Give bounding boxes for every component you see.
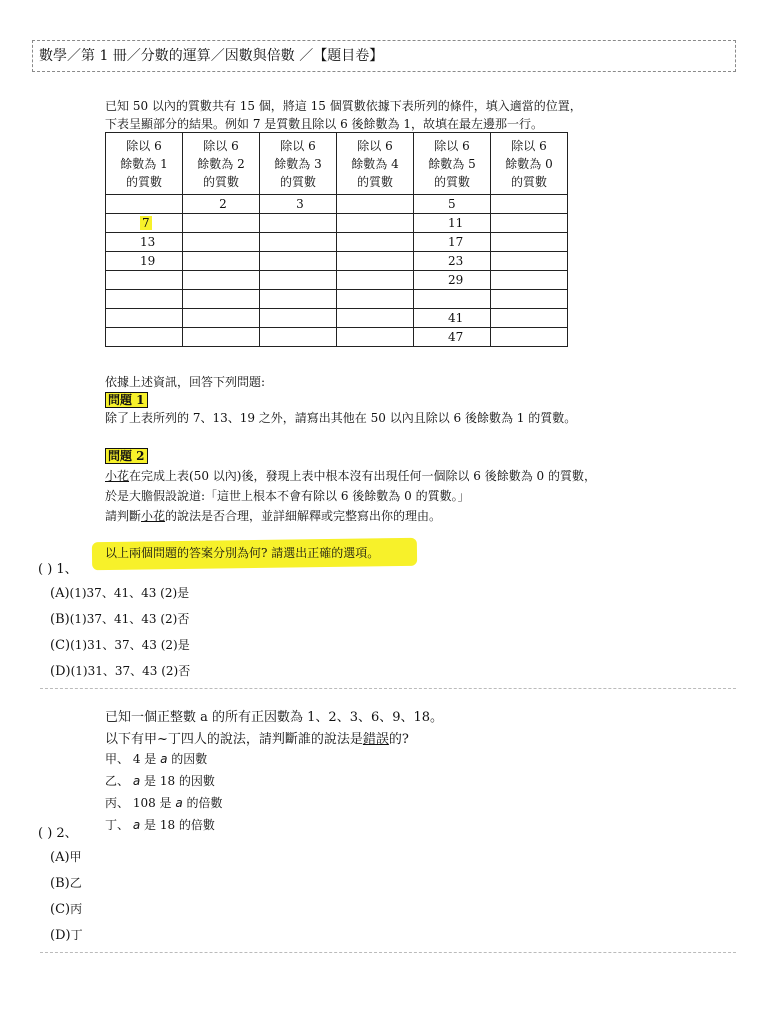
table-cell [337, 214, 414, 233]
table-cell: 2 [183, 195, 260, 214]
table-header-row [106, 133, 568, 195]
table-cell [337, 252, 414, 271]
table-cell: 3 [260, 195, 337, 214]
table-cell [337, 309, 414, 328]
table-cell [337, 290, 414, 309]
question-part-1-label [105, 390, 148, 410]
question-part-1-badge: 問題 1 [105, 392, 148, 408]
table-cell [183, 252, 260, 271]
table-cell: 17 [414, 233, 491, 252]
page-header [32, 40, 736, 72]
header-cell-r5: 除以 6 餘數為 5 的質數 [414, 133, 491, 195]
question-1-number: ( ) 1、 [38, 562, 78, 577]
table-cell [260, 271, 337, 290]
table-cell: 47 [414, 328, 491, 347]
table-cell [337, 195, 414, 214]
q1-option-c[interactable]: (C)(1)31、37、43 (2)是 [50, 638, 190, 653]
table-cell [183, 309, 260, 328]
table-cell [183, 233, 260, 252]
header-cell-r0: 除以 6 餘數為 0 的質數 [491, 133, 568, 195]
question-part-2-label [105, 446, 148, 466]
table-cell [491, 309, 568, 328]
table-cell [491, 233, 568, 252]
intro-line-1: 已知 50 以內的質數共有 15 個，將這 15 個質數依據下表所列的條件，填入適當的位置， [105, 99, 582, 113]
table-row [106, 252, 568, 271]
q2-option-b[interactable]: (B)乙 [50, 876, 82, 891]
table-cell [183, 328, 260, 347]
header-cell-r3: 除以 6 餘數為 3 的質數 [260, 133, 337, 195]
table-cell: 23 [414, 252, 491, 271]
q2-option-c[interactable]: (C)丙 [50, 902, 83, 917]
table-row [106, 214, 568, 233]
table-cell [183, 214, 260, 233]
statement-bing: 丙、 108 是 a 的倍數 [105, 796, 223, 810]
question-part-2-line-3: 請判斷小花的說法是否合理，並詳細解釋或完整寫出你的理由。 [105, 509, 442, 523]
table-row [106, 271, 568, 290]
table-cell [491, 290, 568, 309]
question-part-2-line-2: 於是大膽假設說道:「這世上根本不會有除以 6 後餘數為 0 的質數。」 [105, 489, 470, 503]
table-cell: 19 [106, 252, 183, 271]
table-cell [260, 252, 337, 271]
q2-option-d[interactable]: (D)丁 [50, 928, 83, 943]
table-cell [260, 309, 337, 328]
table-cell [491, 271, 568, 290]
table-cell [183, 271, 260, 290]
table-cell [106, 309, 183, 328]
q2-option-a[interactable]: (A)甲 [50, 850, 82, 865]
question-2-line-2: 以下有甲~丁四人的說法，請判斷誰的說法是錯誤的? [105, 732, 409, 747]
statement-ding: 丁、 a 是 18 的倍數 [105, 818, 215, 832]
question-part-1-text: 除了上表所列的 7、13、19 之外，請寫出其他在 50 以內且除以 6 後餘數為 1 的質數。 [105, 411, 577, 425]
statement-yi: 乙、 a 是 18 的因數 [105, 774, 215, 788]
table-cell: 13 [106, 233, 183, 252]
q1-option-b[interactable]: (B)(1)37、41、43 (2)否 [50, 612, 190, 627]
prime-table [105, 132, 568, 347]
intro-line-2: 下表呈顯部分的結果。例如 7 是質數且除以 6 後餘數為 1，故填在最左邊那一行。 [105, 117, 543, 131]
header-cell-r1: 除以 6 餘數為 1 的質數 [106, 133, 183, 195]
table-cell [106, 271, 183, 290]
table-cell: 29 [414, 271, 491, 290]
table-cell [491, 214, 568, 233]
table-cell [106, 195, 183, 214]
table-cell [106, 290, 183, 309]
table-cell [337, 328, 414, 347]
table-cell [337, 233, 414, 252]
question-divider [40, 688, 736, 689]
header-cell-r2: 除以 6 餘數為 2 的質數 [183, 133, 260, 195]
question-1-instruction: 以上兩個問題的答案分別為何? 請選出正確的選項。 [105, 546, 380, 560]
statement-jia: 甲、 4 是 a 的因數 [105, 752, 208, 766]
prompt-text: 依據上述資訊，回答下列問題: [105, 375, 266, 389]
page-bottom-divider [40, 952, 736, 953]
table-cell [260, 328, 337, 347]
table-cell [183, 290, 260, 309]
table-cell: 5 [414, 195, 491, 214]
table-cell [260, 233, 337, 252]
table-cell [491, 252, 568, 271]
question-2-number: ( ) 2、 [38, 826, 78, 841]
table-cell [491, 195, 568, 214]
question-part-2-line-1: 小花在完成上表(50 以內)後，發現上表中根本沒有出現任何一個除以 6 後餘數為 0 的質數， [105, 469, 596, 483]
table-row [106, 233, 568, 252]
question-part-2-badge: 問題 2 [105, 448, 148, 464]
q1-option-d[interactable]: (D)(1)31、37、43 (2)否 [50, 664, 191, 679]
table-cell [337, 271, 414, 290]
question-2-line-1: 已知一個正整數 a 的所有正因數為 1、2、3、6、9、18。 [105, 710, 444, 725]
page-title: 數學／第 1 冊／分數的運算／因數與倍數 ／【題目卷】 [39, 48, 384, 64]
table-row [106, 309, 568, 328]
header-cell-r4: 除以 6 餘數為 4 的質數 [337, 133, 414, 195]
table-cell [106, 328, 183, 347]
table-cell [260, 290, 337, 309]
table-row [106, 290, 568, 309]
person-name: 小花 [105, 469, 130, 483]
table-cell [491, 328, 568, 347]
table-row [106, 195, 568, 214]
table-cell [260, 214, 337, 233]
table-cell [414, 290, 491, 309]
table-cell: 41 [414, 309, 491, 328]
table-row [106, 328, 568, 347]
q1-option-a[interactable]: (A)(1)37、41、43 (2)是 [50, 586, 190, 601]
table-cell: 11 [414, 214, 491, 233]
table-cell: 7 [106, 214, 183, 233]
